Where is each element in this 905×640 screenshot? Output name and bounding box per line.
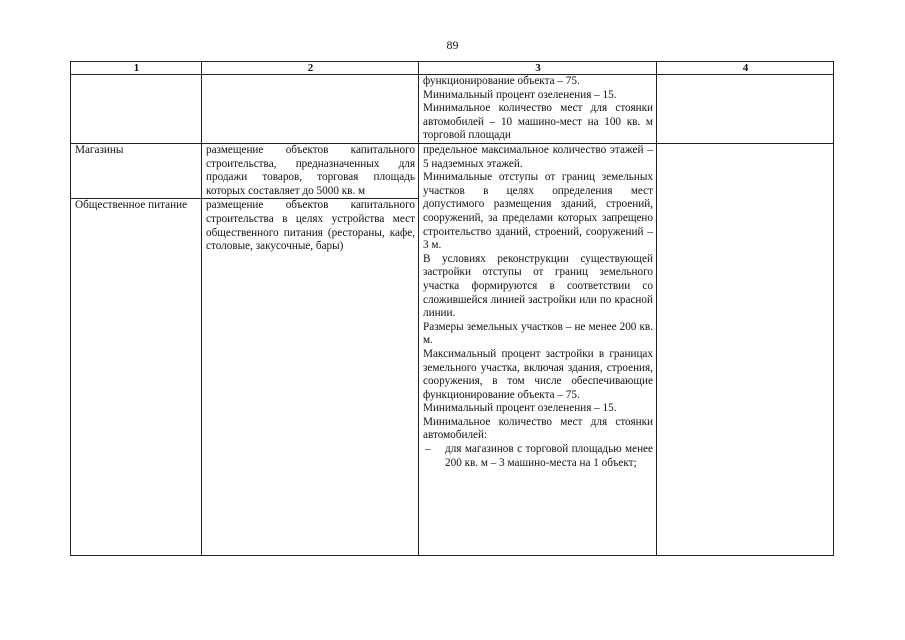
use-type-cell xyxy=(71,144,202,199)
cell-text: функционирование объекта – 75. xyxy=(423,75,580,87)
use-description-cell xyxy=(202,144,419,199)
list-item: – для магазинов с торговой площадью менее 200 кв. м – 3 машино-места на 1 объект; xyxy=(423,443,653,470)
parameters-cell xyxy=(419,144,657,556)
column-header: 3 xyxy=(419,62,657,75)
continued-parameters-cell xyxy=(419,75,657,144)
use-description-catering: размещение объектов капитального строительства в целях устройства мест общественного питания (рестораны, кафе, столовые, закусочные, бары) xyxy=(206,199,415,253)
cell-text: Минимальное количество мест для стоянки автомобилей: xyxy=(423,415,653,442)
table-header-row xyxy=(71,62,834,75)
cell-text: Максимальный процент застройки в границах земельного участка, включая здания, строения, сооружения, в том числе обеспечивающие функционирование объекта – 75. xyxy=(423,347,653,401)
cell-text: Минимальное количество мест для стоянки автомобилей – 10 машино-мест на 100 кв. м торговой площади xyxy=(423,102,653,142)
column-header: 1 xyxy=(71,62,202,75)
column-header: 4 xyxy=(657,62,834,75)
table-row xyxy=(71,75,834,144)
cell-text: Минимальные отступы от границ земельных участков в целях определения мест допустимого размещения зданий, строений, сооружений, за пределами которых запрещено строительство зданий, строений, сооружений – 3 м. xyxy=(423,171,653,252)
table-row xyxy=(71,144,834,199)
page-number: 89 xyxy=(446,38,459,52)
use-type-catering: Общественное питание xyxy=(75,199,188,212)
use-type-shops: Магазины xyxy=(75,144,124,156)
use-type-cell xyxy=(71,199,202,556)
parking-list xyxy=(423,443,653,470)
use-description-cell xyxy=(202,199,419,556)
zoning-table xyxy=(70,61,834,556)
cell-text: Минимальный процент озеленения – 15. xyxy=(423,88,617,101)
cell-text: Размеры земельных участков – не менее 200 кв. м. xyxy=(423,320,653,347)
cell-text: предельное максимальное количество этажей – 5 надземных этажей. xyxy=(423,144,653,170)
use-description-shops: размещение объектов капитального строительства, предназначенных для продажи товаров, торговая площадь которых составляет до 5000 кв. м xyxy=(206,144,415,197)
column-header: 2 xyxy=(202,62,419,75)
cell-text: Минимальный процент озеленения – 15. xyxy=(423,402,617,415)
cell-text: В условиях реконструкции существующей застройки отступы от границ земельного участка формируются в соответствии со сложившейся линией застройки или по красной линии. xyxy=(423,252,653,320)
